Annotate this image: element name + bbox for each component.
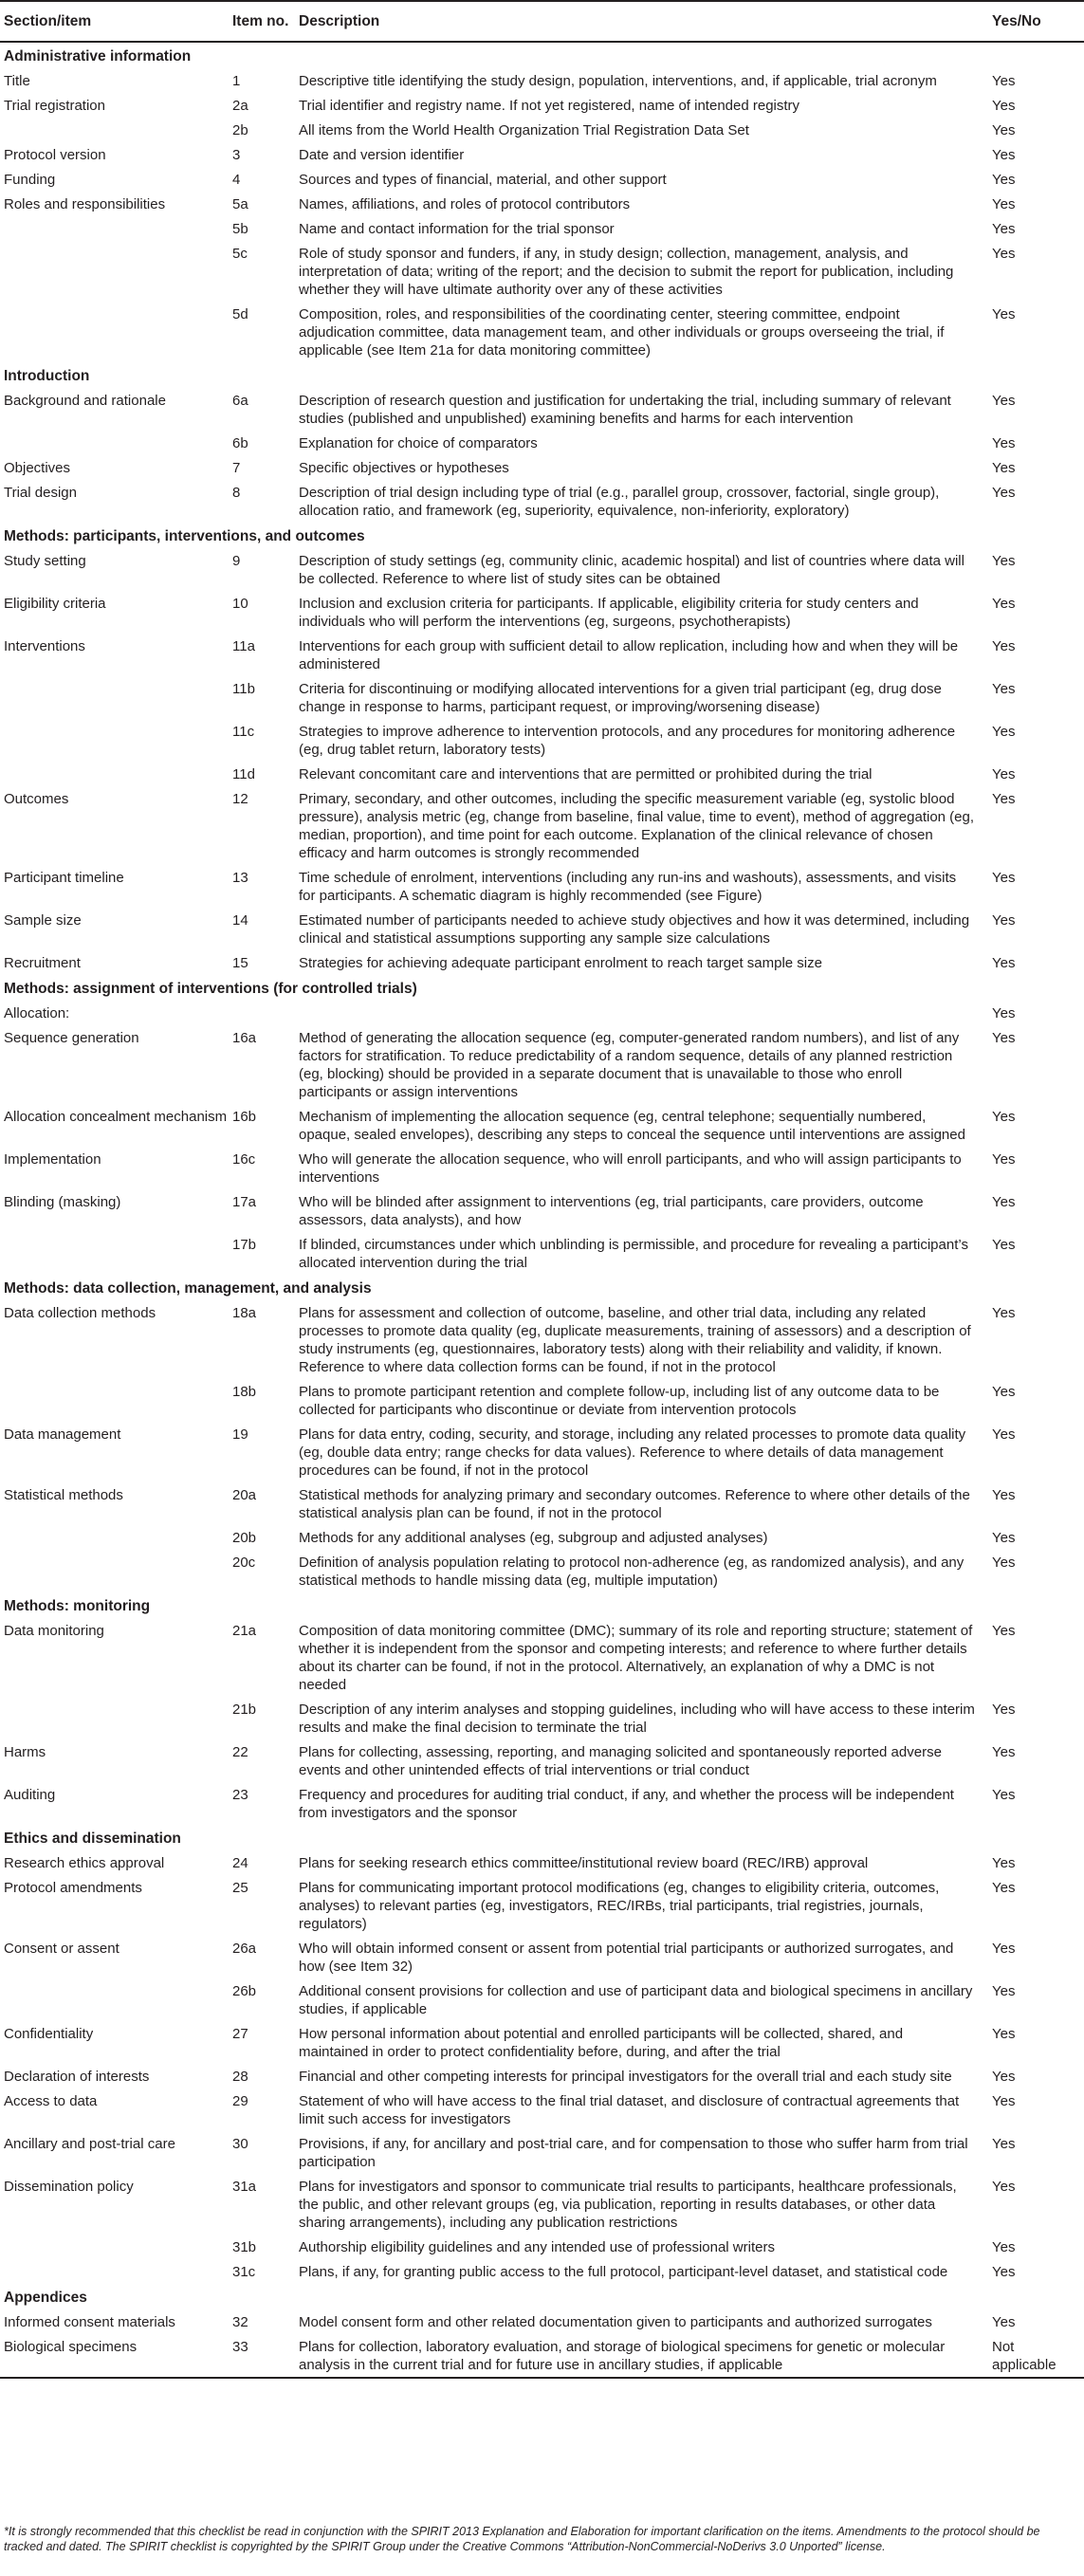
cell-description: All items from the World Health Organization Trial Registration Data Set bbox=[299, 122, 749, 138]
cell-yes-no: Yes bbox=[992, 73, 1016, 89]
table-row bbox=[0, 786, 1084, 865]
table-row bbox=[0, 2088, 1084, 2131]
table-row bbox=[0, 1104, 1084, 1147]
cell-description: Plans for collection, laboratory evaluation, and storage of biological specimens for genetic or molecular analysis in the current trial and for future use in ancillary studies, if applicable bbox=[297, 2334, 990, 2378]
cell-section-item: Data monitoring bbox=[4, 1623, 104, 1639]
cell-description: Plans, if any, for granting public access to the full protocol, participant-level dataset, and statistical code bbox=[299, 2264, 948, 2280]
table-row bbox=[0, 302, 1084, 362]
table-row bbox=[0, 1525, 1084, 1550]
cell-item-no: 30 bbox=[232, 2136, 248, 2152]
cell-section-item: Auditing bbox=[4, 1787, 56, 1803]
table-row bbox=[0, 216, 1084, 241]
cell-yes-no: Yes bbox=[992, 1530, 1016, 1546]
cell-description: Plans for data entry, coding, security, and storage, including any related processes to promote data quality (eg, double data entry; range checks for data values). Reference to where details of data management procedures can be found, if not in the protocol bbox=[299, 1426, 966, 1479]
section-heading: Methods: monitoring bbox=[4, 1598, 151, 1614]
cell-yes-no: Yes bbox=[992, 1555, 1016, 1571]
cell-description: Explanation for choice of comparators bbox=[299, 435, 538, 451]
table-row bbox=[0, 118, 1084, 142]
cell-yes-no: Yes bbox=[992, 870, 1016, 886]
cell-section-item: Sample size bbox=[4, 912, 82, 929]
cell-description: Inclusion and exclusion criteria for participants. If applicable, eligibility criteria for study centers and individuals who will perform the interventions (eg, surgeons, psychotherapists) bbox=[299, 596, 919, 630]
cell-section-item bbox=[0, 2259, 230, 2284]
cell-item-no: 2b bbox=[232, 122, 248, 138]
cell-item-no: 19 bbox=[232, 1426, 248, 1443]
cell-yes-no: Yes bbox=[992, 1030, 1016, 1046]
cell-yes-no: Yes bbox=[992, 460, 1016, 476]
cell-yes-no: Yes bbox=[992, 2026, 1016, 2042]
table-row bbox=[0, 1422, 1084, 1482]
section-heading: Introduction bbox=[4, 368, 90, 384]
section-heading: Methods: data collection, management, and analysis bbox=[4, 1280, 372, 1297]
cell-description: Primary, secondary, and other outcomes, including the specific measurement variable (eg, systolic blood pressure), analysis metric (eg, change from baseline, final value, time to event), method of aggregation (eg, median, proportion), and time point for each outcome. Explanation of the clinical relevance of chosen efficacy and harm outcomes is strongly recommended bbox=[299, 791, 975, 861]
cell-yes-no: Yes bbox=[992, 596, 1016, 612]
table-row bbox=[0, 591, 1084, 634]
cell-item-no: 31a bbox=[232, 2179, 257, 2195]
cell-item-no: 16c bbox=[232, 1151, 256, 1168]
cell-section-item: Title bbox=[4, 73, 30, 89]
cell-section-item bbox=[0, 2235, 230, 2259]
section-heading-row bbox=[0, 975, 1084, 1001]
cell-yes-no: Yes bbox=[992, 2239, 1016, 2255]
cell-item-no: 16a bbox=[232, 1030, 257, 1046]
table-body bbox=[0, 42, 1084, 2378]
table-row bbox=[0, 1697, 1084, 1739]
cell-section-item bbox=[0, 719, 230, 762]
cell-section-item: Blinding (masking) bbox=[4, 1194, 121, 1210]
cell-description: Plans for collecting, assessing, reporting, and managing solicited and spontaneously reported adverse events and other unintended effects of trial interventions or trial conduct bbox=[299, 1744, 942, 1778]
section-heading-row bbox=[0, 1825, 1084, 1850]
cell-description: Methods for any additional analyses (eg, subgroup and adjusted analyses) bbox=[299, 1530, 768, 1546]
table-row bbox=[0, 2309, 1084, 2334]
cell-item-no: 25 bbox=[232, 1880, 248, 1896]
table-row bbox=[0, 93, 1084, 118]
cell-section-item: Protocol version bbox=[4, 147, 106, 163]
table-row bbox=[0, 1782, 1084, 1825]
cell-section-item: Declaration of interests bbox=[4, 2069, 150, 2085]
table-row bbox=[0, 192, 1084, 216]
table-row bbox=[0, 431, 1084, 455]
table-row bbox=[0, 1001, 1084, 1025]
cell-section-item: Trial design bbox=[4, 485, 77, 501]
cell-item-no: 22 bbox=[232, 1744, 248, 1760]
section-heading: Administrative information bbox=[4, 48, 192, 64]
cell-item-no: 20a bbox=[232, 1487, 257, 1503]
cell-yes-no: Yes bbox=[992, 2264, 1016, 2280]
cell-description: Mechanism of implementing the allocation sequence (eg, central telephone; sequentially numbered, opaque, sealed envelopes), describing any steps to conceal the sequence until interventions are assigned bbox=[299, 1109, 965, 1143]
cell-yes-no: Yes bbox=[992, 1880, 1016, 1896]
cell-yes-no: Yes bbox=[992, 393, 1016, 409]
cell-item-no: 15 bbox=[232, 955, 248, 971]
cell-description: Trial identifier and registry name. If not yet registered, name of intended registry bbox=[299, 98, 800, 114]
cell-section-item bbox=[0, 762, 230, 786]
cell-description: Date and version identifier bbox=[299, 147, 465, 163]
cell-description: Who will generate the allocation sequence, who will enroll participants, and who will assign participants to interventions bbox=[299, 1151, 962, 1186]
cell-yes-no: Yes bbox=[992, 791, 1016, 807]
cell-description: Statement of who will have access to the final trial dataset, and disclosure of contractual agreements that limit such access for investigators bbox=[299, 2093, 960, 2127]
cell-yes-no: Yes bbox=[992, 955, 1016, 971]
cell-description: Provisions, if any, for ancillary and post-trial care, and for compensation to those who suffer harm from trial participation bbox=[299, 2136, 968, 2170]
cell-description bbox=[297, 1001, 990, 1025]
table-row bbox=[0, 1025, 1084, 1104]
cell-section-item: Data management bbox=[4, 1426, 121, 1443]
table-row bbox=[0, 241, 1084, 302]
cell-description: Plans for seeking research ethics committee/institutional review board (REC/IRB) approval bbox=[299, 1855, 869, 1871]
cell-yes-no: Yes bbox=[992, 485, 1016, 501]
cell-section-item bbox=[0, 1550, 230, 1592]
cell-description: Composition, roles, and responsibilities of the coordinating center, steering committee, endpoint adjudication committee, data management team, and other individuals or groups overseeing the trial, if applicable (see Item 21a for data monitoring committee) bbox=[299, 306, 945, 359]
cell-section-item bbox=[0, 1379, 230, 1422]
cell-item-no: 6b bbox=[232, 435, 248, 451]
cell-section-item bbox=[0, 1232, 230, 1275]
section-heading-row bbox=[0, 1592, 1084, 1618]
cell-yes-no: Yes bbox=[992, 1384, 1016, 1400]
cell-item-no: 17b bbox=[232, 1237, 257, 1253]
cell-item-no: 10 bbox=[232, 596, 248, 612]
table-row bbox=[0, 2131, 1084, 2174]
table-row bbox=[0, 1482, 1084, 1525]
cell-section-item bbox=[0, 118, 230, 142]
cell-section-item bbox=[0, 1525, 230, 1550]
cell-yes-no: Yes bbox=[992, 147, 1016, 163]
section-heading-row bbox=[0, 362, 1084, 388]
cell-description: Who will be blinded after assignment to interventions (eg, trial participants, care providers, outcome assessors, data analysts), and how bbox=[299, 1194, 924, 1228]
cell-description: Plans for communicating important protocol modifications (eg, changes to eligibility criteria, outcomes, analyses) to relevant parties (eg, investigators, REC/IRBs, trial participants, trial registries, journals, regulators) bbox=[299, 1880, 940, 1932]
cell-section-item bbox=[0, 302, 230, 362]
cell-section-item: Allocation: bbox=[4, 1005, 70, 1021]
table-row bbox=[0, 548, 1084, 591]
section-heading-row bbox=[0, 2284, 1084, 2309]
cell-item-no: 13 bbox=[232, 870, 248, 886]
cell-yes-no: Yes bbox=[992, 1983, 1016, 1999]
cell-item-no: 20b bbox=[232, 1530, 257, 1546]
table-row bbox=[0, 388, 1084, 431]
cell-section-item: Trial registration bbox=[4, 98, 105, 114]
cell-section-item bbox=[0, 1978, 230, 2021]
cell-section-item bbox=[0, 676, 230, 719]
table-row bbox=[0, 1550, 1084, 1592]
cell-yes-no: Yes bbox=[992, 766, 1016, 782]
cell-yes-no: Yes bbox=[992, 1151, 1016, 1168]
cell-description: Plans to promote participant retention and complete follow-up, including list of any outcome data to be collected for participants who discontinue or deviate from intervention protocols bbox=[299, 1384, 940, 1418]
cell-section-item: Background and rationale bbox=[4, 393, 166, 409]
cell-item-no: 21a bbox=[232, 1623, 257, 1639]
cell-item-no: 16b bbox=[232, 1109, 257, 1125]
table-row bbox=[0, 1739, 1084, 1782]
cell-item-no: 14 bbox=[232, 912, 248, 929]
cell-description: Definition of analysis population relating to protocol non-adherence (eg, as randomized analysis), and any statistical methods to handle missing data (eg, multiple imputation) bbox=[299, 1555, 965, 1589]
cell-yes-no: Yes bbox=[992, 1305, 1016, 1321]
cell-description: Role of study sponsor and funders, if any, in study design; collection, management, analysis, and interpretation of data; writing of the report; and the decision to submit the report for publication, including whether they will have ultimate authority over any of these activities bbox=[299, 246, 954, 298]
cell-description: Relevant concomitant care and interventions that are permitted or prohibited during the trial bbox=[299, 766, 873, 782]
cell-yes-no: Yes bbox=[992, 1787, 1016, 1803]
table-row bbox=[0, 676, 1084, 719]
table-row bbox=[0, 865, 1084, 908]
section-heading: Methods: assignment of interventions (for controlled trials) bbox=[4, 981, 417, 997]
cell-item-no: 1 bbox=[232, 73, 241, 89]
cell-section-item: Consent or assent bbox=[4, 1941, 119, 1957]
cell-description: Description of research question and justification for undertaking the trial, including summary of relevant studies (published and unpublished) examining benefits and harms for each intervention bbox=[299, 393, 951, 427]
table-row bbox=[0, 2334, 1084, 2378]
cell-description: Authorship eligibility guidelines and any intended use of professional writers bbox=[299, 2239, 775, 2255]
cell-description: If blinded, circumstances under which unblinding is permissible, and procedure for revealing a participant’s allocated intervention during the trial bbox=[299, 1237, 968, 1271]
cell-item-no: 11d bbox=[232, 766, 255, 782]
cell-item-no: 11a bbox=[232, 638, 255, 654]
cell-yes-no: Yes bbox=[992, 306, 1016, 322]
cell-description: Names, affiliations, and roles of protocol contributors bbox=[299, 196, 631, 212]
table-row bbox=[0, 1147, 1084, 1189]
table-row bbox=[0, 2174, 1084, 2235]
cell-item-no: 29 bbox=[232, 2093, 248, 2109]
cell-description: Descriptive title identifying the study design, population, interventions, and, if applicable, trial acronym bbox=[299, 73, 937, 89]
cell-description: Criteria for discontinuing or modifying allocated interventions for a given trial participant (eg, drug dose change in response to harms, participant request, or improving/worsening disease) bbox=[299, 681, 942, 715]
cell-section-item: Roles and responsibilities bbox=[4, 196, 166, 212]
cell-yes-no: Yes bbox=[992, 1237, 1016, 1253]
cell-yes-no: Yes bbox=[992, 1005, 1016, 1021]
cell-yes-no: Yes bbox=[992, 196, 1016, 212]
cell-item-no: 33 bbox=[230, 2334, 297, 2378]
table-row bbox=[0, 1618, 1084, 1697]
cell-yes-no: Yes bbox=[992, 2069, 1016, 2085]
table-row bbox=[0, 167, 1084, 192]
cell-description: Additional consent provisions for collection and use of participant data and biological specimens in ancillary studies, if applicable bbox=[299, 1983, 973, 2017]
cell-section-item: Statistical methods bbox=[4, 1487, 123, 1503]
section-heading: Appendices bbox=[4, 2290, 87, 2306]
cell-yes-no: Yes bbox=[992, 2093, 1016, 2109]
cell-section-item: Participant timeline bbox=[4, 870, 124, 886]
cell-section-item: Recruitment bbox=[4, 955, 81, 971]
cell-yes-no: Yes bbox=[992, 2179, 1016, 2195]
cell-item-no: 32 bbox=[232, 2314, 248, 2330]
header-description: Description bbox=[297, 1, 990, 42]
cell-yes-no: Not applicable bbox=[990, 2334, 1084, 2378]
cell-description: Method of generating the allocation sequence (eg, computer-generated random numbers), and list of any factors for stratification. To reduce predictability of a random sequence, details of any planned restriction (eg, blocking) should be provided in a separate document that is unavailable to those who enroll participants or assign interventions bbox=[299, 1030, 960, 1100]
cell-section-item: Eligibility criteria bbox=[4, 596, 106, 612]
header-section-item: Section/item bbox=[0, 1, 230, 42]
cell-description: Sources and types of financial, material, and other support bbox=[299, 172, 667, 188]
table-row bbox=[0, 2064, 1084, 2088]
table-row bbox=[0, 1189, 1084, 1232]
table-row bbox=[0, 762, 1084, 786]
table-row bbox=[0, 1936, 1084, 1978]
cell-description: Description of trial design including type of trial (e.g., parallel group, crossover, factorial, single group), allocation ratio, and framework (eg, superiority, equivalence, non-inferiority, exploratory) bbox=[299, 485, 940, 519]
cell-description: Name and contact information for the trial sponsor bbox=[299, 221, 615, 237]
cell-item-no: 18b bbox=[232, 1384, 257, 1400]
cell-yes-no: Yes bbox=[992, 98, 1016, 114]
cell-description: Who will obtain informed consent or assent from potential trial participants or authorized surrogates, and how (see Item 32) bbox=[299, 1941, 954, 1975]
cell-section-item: Access to data bbox=[4, 2093, 98, 2109]
cell-description: Interventions for each group with sufficient detail to allow replication, including how and when they will be administered bbox=[299, 638, 959, 672]
section-heading-row bbox=[0, 42, 1084, 68]
cell-description: Plans for assessment and collection of outcome, baseline, and other trial data, including any related processes to promote data quality (eg, duplicate measurements, training of assessors) and a description of study instruments (eg, questionnaires, laboratory tests) along with their reliability and validity, if known. Reference to where data collection forms can be found, if not in the protocol bbox=[299, 1305, 971, 1375]
cell-yes-no: Yes bbox=[992, 246, 1016, 262]
table-row bbox=[0, 719, 1084, 762]
cell-yes-no: Yes bbox=[992, 435, 1016, 451]
cell-item-no: 7 bbox=[232, 460, 241, 476]
table-row bbox=[0, 2235, 1084, 2259]
cell-yes-no: Yes bbox=[992, 1426, 1016, 1443]
cell-section-item: Protocol amendments bbox=[4, 1880, 142, 1896]
cell-yes-no: Yes bbox=[992, 122, 1016, 138]
cell-yes-no: Yes bbox=[992, 1744, 1016, 1760]
header-yes-no: Yes/No bbox=[990, 1, 1084, 42]
cell-yes-no: Yes bbox=[992, 1702, 1016, 1718]
cell-description: Model consent form and other related documentation given to participants and authorized surrogates bbox=[299, 2314, 932, 2330]
cell-item-no: 5c bbox=[232, 246, 248, 262]
cell-section-item: Confidentiality bbox=[4, 2026, 94, 2042]
cell-description: Strategies for achieving adequate participant enrolment to reach target sample size bbox=[299, 955, 822, 971]
cell-item-no: 31c bbox=[232, 2264, 256, 2280]
cell-yes-no: Yes bbox=[992, 1855, 1016, 1871]
cell-item-no: 26b bbox=[232, 1983, 257, 1999]
cell-yes-no: Yes bbox=[992, 724, 1016, 740]
cell-description: Composition of data monitoring committee (DMC); summary of its role and reporting structure; statement of whether it is independent from the sponsor and competing interests; and reference to where further details about its charter can be found, if not in the protocol. Alternatively, an explanation of why a DMC is not needed bbox=[299, 1623, 973, 1693]
cell-item-no: 12 bbox=[232, 791, 248, 807]
cell-description: Specific objectives or hypotheses bbox=[299, 460, 509, 476]
header-item-no: Item no. bbox=[230, 1, 297, 42]
cell-section-item: Implementation bbox=[4, 1151, 101, 1168]
cell-yes-no: Yes bbox=[992, 1487, 1016, 1503]
table-row bbox=[0, 455, 1084, 480]
table-header bbox=[0, 1, 1084, 42]
cell-item-no: 6a bbox=[232, 393, 248, 409]
table-row bbox=[0, 1850, 1084, 1875]
section-heading-row bbox=[0, 1275, 1084, 1300]
cell-yes-no: Yes bbox=[992, 638, 1016, 654]
cell-section-item: Study setting bbox=[4, 553, 86, 569]
cell-yes-no: Yes bbox=[992, 172, 1016, 188]
cell-section-item: Ancillary and post-trial care bbox=[4, 2136, 175, 2152]
cell-item-no: 3 bbox=[232, 147, 241, 163]
cell-section-item: Interventions bbox=[4, 638, 85, 654]
cell-description: Plans for investigators and sponsor to communicate trial results to participants, healthcare professionals, the public, and other relevant groups (eg, via publication, reporting in results databases, or other data sharing arrangements), including any publication restrictions bbox=[299, 2179, 957, 2231]
table-row bbox=[0, 950, 1084, 975]
cell-description: Time schedule of enrolment, interventions (including any run-ins and washouts), assessments, and visits for participants. A schematic diagram is highly recommended (see Figure) bbox=[299, 870, 957, 904]
cell-yes-no: Yes bbox=[992, 1194, 1016, 1210]
table-row bbox=[0, 1875, 1084, 1936]
cell-item-no: 9 bbox=[232, 553, 241, 569]
cell-section-item: Biological specimens bbox=[0, 2334, 230, 2378]
cell-item-no: 18a bbox=[232, 1305, 257, 1321]
cell-section-item: Funding bbox=[4, 172, 56, 188]
table-row bbox=[0, 2259, 1084, 2284]
cell-section-item bbox=[0, 1697, 230, 1739]
cell-description: Strategies to improve adherence to intervention protocols, and any procedures for monitoring adherence (eg, drug tablet return, laboratory tests) bbox=[299, 724, 956, 758]
cell-item-no: 11b bbox=[232, 681, 255, 697]
section-heading: Ethics and dissemination bbox=[4, 1831, 181, 1847]
cell-yes-no: Yes bbox=[992, 2136, 1016, 2152]
cell-section-item bbox=[0, 216, 230, 241]
table-row bbox=[0, 480, 1084, 523]
cell-description: How personal information about potential and enrolled participants will be collected, shared, and maintained in order to protect confidentiality before, during, and after the trial bbox=[299, 2026, 904, 2060]
table-row bbox=[0, 634, 1084, 676]
cell-section-item: Research ethics approval bbox=[4, 1855, 165, 1871]
table-row bbox=[0, 142, 1084, 167]
table-row bbox=[0, 1379, 1084, 1422]
cell-item-no: 23 bbox=[232, 1787, 248, 1803]
cell-section-item bbox=[0, 241, 230, 302]
cell-section-item: Sequence generation bbox=[4, 1030, 139, 1046]
cell-section-item bbox=[0, 431, 230, 455]
cell-section-item: Allocation concealment mechanism bbox=[4, 1109, 228, 1125]
cell-yes-no: Yes bbox=[992, 1623, 1016, 1639]
cell-description: Estimated number of participants needed to achieve study objectives and how it was determined, including clinical and statistical assumptions supporting any sample size calculations bbox=[299, 912, 970, 947]
cell-yes-no: Yes bbox=[992, 2314, 1016, 2330]
cell-description: Description of any interim analyses and stopping guidelines, including who will have access to these interim results and make the final decision to terminate the trial bbox=[299, 1702, 975, 1736]
cell-item-no: 31b bbox=[232, 2239, 257, 2255]
table-row bbox=[0, 1978, 1084, 2021]
cell-description: Statistical methods for analyzing primary and secondary outcomes. Reference to where other details of the statistical analysis plan can be found, if not in the protocol bbox=[299, 1487, 970, 1521]
cell-item-no: 5d bbox=[232, 306, 248, 322]
table-row bbox=[0, 1300, 1084, 1379]
table-row bbox=[0, 2021, 1084, 2064]
cell-item-no: 5a bbox=[232, 196, 248, 212]
cell-item-no: 24 bbox=[232, 1855, 248, 1871]
cell-section-item: Outcomes bbox=[4, 791, 69, 807]
cell-item-no: 20c bbox=[232, 1555, 256, 1571]
cell-yes-no: Yes bbox=[992, 681, 1016, 697]
cell-section-item: Data collection methods bbox=[4, 1305, 156, 1321]
cell-section-item: Informed consent materials bbox=[4, 2314, 175, 2330]
cell-item-no: 4 bbox=[232, 172, 241, 188]
table-row bbox=[0, 1232, 1084, 1275]
cell-yes-no: Yes bbox=[992, 553, 1016, 569]
footnote: *It is strongly recommended that this checklist be read in conjunction with the SPIRIT 2013 Explanation and Elaboration for important clarification on the items. Amendments to the protocol should be tracked and dated. The SPIRIT checklist is copyrighted by the SPIRIT Group under the Creative Commons “Attribution-NonCommercial-NoDerivs 3.0 Unported” license. bbox=[4, 2525, 1040, 2553]
table-row bbox=[0, 68, 1084, 93]
cell-item-no: 8 bbox=[232, 485, 241, 501]
cell-description: Frequency and procedures for auditing trial conduct, if any, and whether the process will be independent from investigators and the sponsor bbox=[299, 1787, 954, 1821]
cell-item-no: 27 bbox=[232, 2026, 248, 2042]
cell-description: Financial and other competing interests for principal investigators for the overall trial and each study site bbox=[299, 2069, 952, 2085]
cell-item-no: 21b bbox=[232, 1702, 257, 1718]
cell-section-item: Dissemination policy bbox=[4, 2179, 134, 2195]
cell-item-no: 5b bbox=[232, 221, 248, 237]
cell-yes-no: Yes bbox=[992, 1109, 1016, 1125]
section-heading: Methods: participants, interventions, and outcomes bbox=[4, 528, 365, 544]
table-row bbox=[0, 908, 1084, 950]
cell-description: Description of study settings (eg, community clinic, academic hospital) and list of countries where data will be collected. Reference to where list of study sites can be obtained bbox=[299, 553, 965, 587]
section-heading-row bbox=[0, 523, 1084, 548]
cell-yes-no: Yes bbox=[992, 912, 1016, 929]
cell-yes-no: Yes bbox=[992, 221, 1016, 237]
cell-item-no bbox=[230, 1001, 297, 1025]
cell-item-no: 26a bbox=[232, 1941, 257, 1957]
cell-section-item: Objectives bbox=[4, 460, 71, 476]
cell-item-no: 28 bbox=[232, 2069, 248, 2085]
cell-item-no: 17a bbox=[232, 1194, 257, 1210]
cell-yes-no: Yes bbox=[992, 1941, 1016, 1957]
cell-item-no: 11c bbox=[232, 724, 255, 740]
cell-item-no: 2a bbox=[232, 98, 248, 114]
cell-section-item: Harms bbox=[4, 1744, 46, 1760]
